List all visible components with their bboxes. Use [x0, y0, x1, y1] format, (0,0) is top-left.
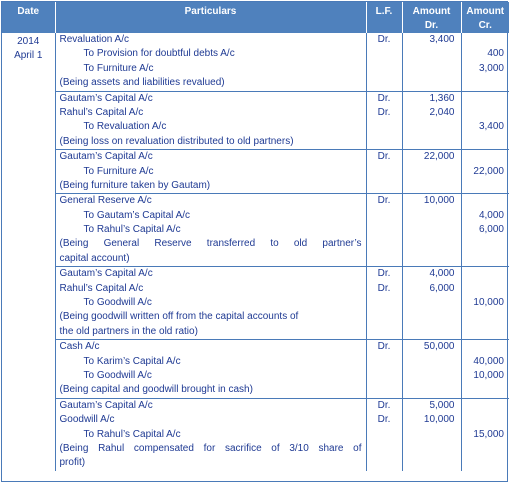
amount-dr-cell [403, 428, 461, 442]
header-amount-cr-line2: Cr. [478, 20, 492, 31]
narration-line: (Being capital and goodwill brought in cash) [59, 384, 253, 396]
amount-cr-cell [462, 456, 509, 470]
amount-cr-cell [462, 267, 509, 281]
amount-cr-cell: 3,000 [478, 62, 504, 74]
amount-cr-cell: 4,000 [478, 209, 504, 221]
journal-entry-lf [367, 150, 402, 194]
narration-line: (Being goodwill written off from the capital accounts of [59, 311, 299, 323]
amount-cr-cell [462, 179, 509, 193]
dr-marker: Dr. [377, 92, 391, 104]
amount-dr-cell [403, 355, 461, 369]
debit-account-line: Goodwill A/c [59, 414, 115, 426]
amount-cr-cell: 10,000 [473, 297, 504, 309]
amount-dr-cell: 4,000 [429, 268, 455, 280]
amount-cr-cell [462, 135, 509, 149]
dr-marker: Dr. [377, 195, 391, 207]
amount-dr-cell [403, 383, 461, 397]
credit-account-line: To Provision for doubtful debts A/c [83, 48, 235, 60]
dr-marker: Dr. [377, 34, 391, 45]
date-day: April 1 [14, 50, 43, 62]
lf-cell [367, 296, 402, 310]
lf-cell [367, 369, 402, 383]
journal-entry-part [56, 150, 366, 194]
amount-dr-cell: 5,000 [429, 399, 455, 411]
debit-account-line: General Reserve A/c [59, 195, 152, 207]
credit-account-line: To Goodwill A/c [83, 369, 152, 381]
lf-cell [367, 76, 402, 90]
journal-entry-dr [403, 340, 461, 399]
header-date: Date [2, 2, 55, 33]
journal-body-row [2, 33, 509, 471]
amount-cr-cell: 22,000 [473, 165, 504, 177]
amount-cr-cell [462, 252, 509, 266]
amount-dr-cell [403, 237, 461, 251]
amount-cr-cell [462, 340, 509, 354]
amount-dr-cell [403, 165, 461, 179]
dr-marker: Dr. [377, 282, 391, 294]
amount-cr-cell [462, 106, 509, 120]
journal-entry-cr [462, 340, 509, 399]
journal-entry-part [56, 194, 366, 267]
dr-marker: Dr. [377, 151, 391, 163]
dr-marker: Dr. [377, 341, 391, 353]
amount-dr-cell [403, 369, 461, 383]
journal-entry-part [56, 92, 366, 151]
amount-dr-cell [403, 47, 461, 61]
amount-dr-cell [403, 209, 461, 223]
header-amount-cr [461, 2, 509, 33]
header-row [2, 2, 509, 33]
amount-cr-cell [462, 194, 509, 208]
amount-cr-cell [462, 383, 509, 397]
journal-entry-lf [367, 399, 402, 471]
narration-line: (Being assets and liabilities revalued) [59, 77, 225, 89]
amount-dr-cell: 1,360 [429, 92, 455, 104]
lf-cell [367, 165, 402, 179]
dr-marker: Dr. [377, 399, 391, 411]
amount-cr-cell [462, 399, 509, 413]
debit-account-line: Gautam’s Capital A/c [59, 268, 153, 280]
lf-cell [367, 325, 402, 339]
lf-cell [367, 179, 402, 193]
debit-account-line: Gautam’s Capital A/c [59, 92, 153, 104]
amount-cr-column [461, 33, 509, 471]
amount-dr-cell: 22,000 [423, 151, 455, 163]
journal-entry-part [56, 267, 366, 340]
amount-dr-cell [403, 296, 461, 310]
amount-dr-cell [403, 325, 461, 339]
journal-entry-cr [462, 194, 509, 267]
journal-table-frame [1, 1, 508, 482]
amount-dr-cell: 50,000 [423, 341, 455, 353]
date-year: 2014 [17, 36, 40, 47]
lf-cell [367, 47, 402, 61]
lf-cell [367, 223, 402, 237]
amount-dr-cell [403, 76, 461, 90]
narration-line: (Being General Reserve transferred to old partner’s [59, 238, 362, 250]
lf-cell [367, 62, 402, 76]
amount-dr-cell: 10,000 [423, 195, 455, 207]
debit-account-line: Cash A/c [59, 341, 100, 353]
amount-dr-column [402, 33, 461, 471]
credit-account-line: To Furniture A/c [83, 165, 154, 177]
journal-entry-lf [367, 194, 402, 267]
lf-column [366, 33, 402, 471]
amount-cr-cell [462, 92, 509, 106]
date-cell [2, 33, 55, 471]
narration-line: (Being loss on revaluation distributed to old partners) [59, 135, 294, 147]
amount-dr-cell: 3,400 [429, 34, 455, 45]
dr-marker: Dr. [377, 106, 391, 118]
lf-cell [367, 252, 402, 266]
lf-cell [367, 383, 402, 397]
journal-entry-lf [367, 33, 402, 92]
amount-cr-cell: 6,000 [478, 224, 504, 236]
amount-cr-cell [462, 325, 509, 339]
header-amount-cr-line1: Amount [466, 6, 505, 17]
journal-entry-part [56, 33, 366, 92]
header-particulars: Particulars [55, 2, 366, 33]
dr-marker: Dr. [377, 414, 391, 426]
amount-dr-cell [403, 179, 461, 193]
lf-cell [367, 135, 402, 149]
amount-dr-cell [403, 62, 461, 76]
amount-dr-cell [403, 135, 461, 149]
credit-account-line: To Goodwill A/c [83, 297, 152, 309]
credit-account-line: To Karim’s Capital A/c [83, 355, 181, 367]
amount-dr-cell: 10,000 [423, 414, 455, 426]
journal-entry-dr [403, 194, 461, 267]
lf-cell [367, 456, 402, 470]
journal-table [2, 2, 509, 471]
header-amount-dr [402, 2, 461, 33]
amount-dr-cell [403, 120, 461, 134]
narration-line: the old partners in the old ratio) [59, 325, 198, 337]
lf-cell [367, 428, 402, 442]
amount-dr-cell: 2,040 [429, 106, 455, 118]
credit-account-line: To Gautam’s Capital A/c [83, 209, 191, 221]
header-lf: L.F. [366, 2, 402, 33]
amount-cr-cell [462, 413, 509, 427]
amount-cr-cell [462, 310, 509, 324]
amount-cr-cell: 400 [487, 48, 504, 60]
narration-line: capital account) [59, 252, 130, 264]
lf-cell [367, 120, 402, 134]
amount-cr-cell: 40,000 [473, 355, 504, 367]
amount-cr-cell [462, 442, 509, 456]
credit-account-line: To Rahul’s Capital A/c [83, 428, 181, 440]
amount-cr-cell [462, 150, 509, 164]
lf-cell [367, 310, 402, 324]
amount-cr-cell [462, 33, 509, 47]
amount-dr-cell [403, 223, 461, 237]
particulars-column [55, 33, 366, 471]
journal-entry-dr [403, 399, 461, 471]
journal-entry-cr [462, 267, 509, 340]
amount-dr-cell: 6,000 [429, 282, 455, 294]
narration-line: profit) [59, 457, 86, 469]
amount-cr-cell [462, 237, 509, 251]
debit-account-line: Gautam’s Capital A/c [59, 151, 153, 163]
amount-cr-cell: 10,000 [473, 369, 504, 381]
amount-cr-cell: 3,400 [478, 121, 504, 133]
dr-marker: Dr. [377, 268, 391, 280]
amount-cr-cell [462, 282, 509, 296]
journal-entry-cr [462, 92, 509, 151]
journal-entry-part [56, 399, 366, 471]
lf-cell [367, 442, 402, 456]
debit-account-line: Rahul’s Capital A/c [59, 282, 144, 294]
journal-entry-cr [462, 150, 509, 194]
journal-entry-cr [462, 33, 509, 92]
debit-account-line: Revaluation A/c [59, 34, 129, 45]
journal-entry-lf [367, 267, 402, 340]
debit-account-line: Rahul’s Capital A/c [59, 106, 144, 118]
lf-cell [367, 209, 402, 223]
credit-account-line: To Revaluation A/c [83, 121, 167, 133]
credit-account-line: To Rahul’s Capital A/c [83, 224, 181, 236]
amount-dr-cell [403, 310, 461, 324]
journal-entry-cr [462, 399, 509, 471]
header-amount-dr-line2: Dr. [424, 20, 439, 31]
narration-line: (Being Rahul compensated for sacrifice of 3/10 share of [59, 442, 362, 454]
narration-line: (Being furniture taken by Gautam) [59, 179, 211, 191]
amount-cr-cell [462, 76, 509, 90]
journal-entry-lf [367, 92, 402, 151]
journal-entry-dr [403, 33, 461, 92]
lf-cell [367, 355, 402, 369]
journal-entry-dr [403, 150, 461, 194]
journal-entry-part [56, 340, 366, 399]
amount-cr-cell: 15,000 [473, 428, 504, 440]
amount-dr-cell [403, 252, 461, 266]
header-amount-dr-line1: Amount [412, 6, 451, 17]
debit-account-line: Gautam’s Capital A/c [59, 399, 153, 411]
amount-dr-cell [403, 456, 461, 470]
journal-entry-dr [403, 92, 461, 151]
amount-dr-cell [403, 442, 461, 456]
journal-entry-dr [403, 267, 461, 340]
journal-entry-lf [367, 340, 402, 399]
lf-cell [367, 237, 402, 251]
credit-account-line: To Furniture A/c [83, 62, 154, 74]
